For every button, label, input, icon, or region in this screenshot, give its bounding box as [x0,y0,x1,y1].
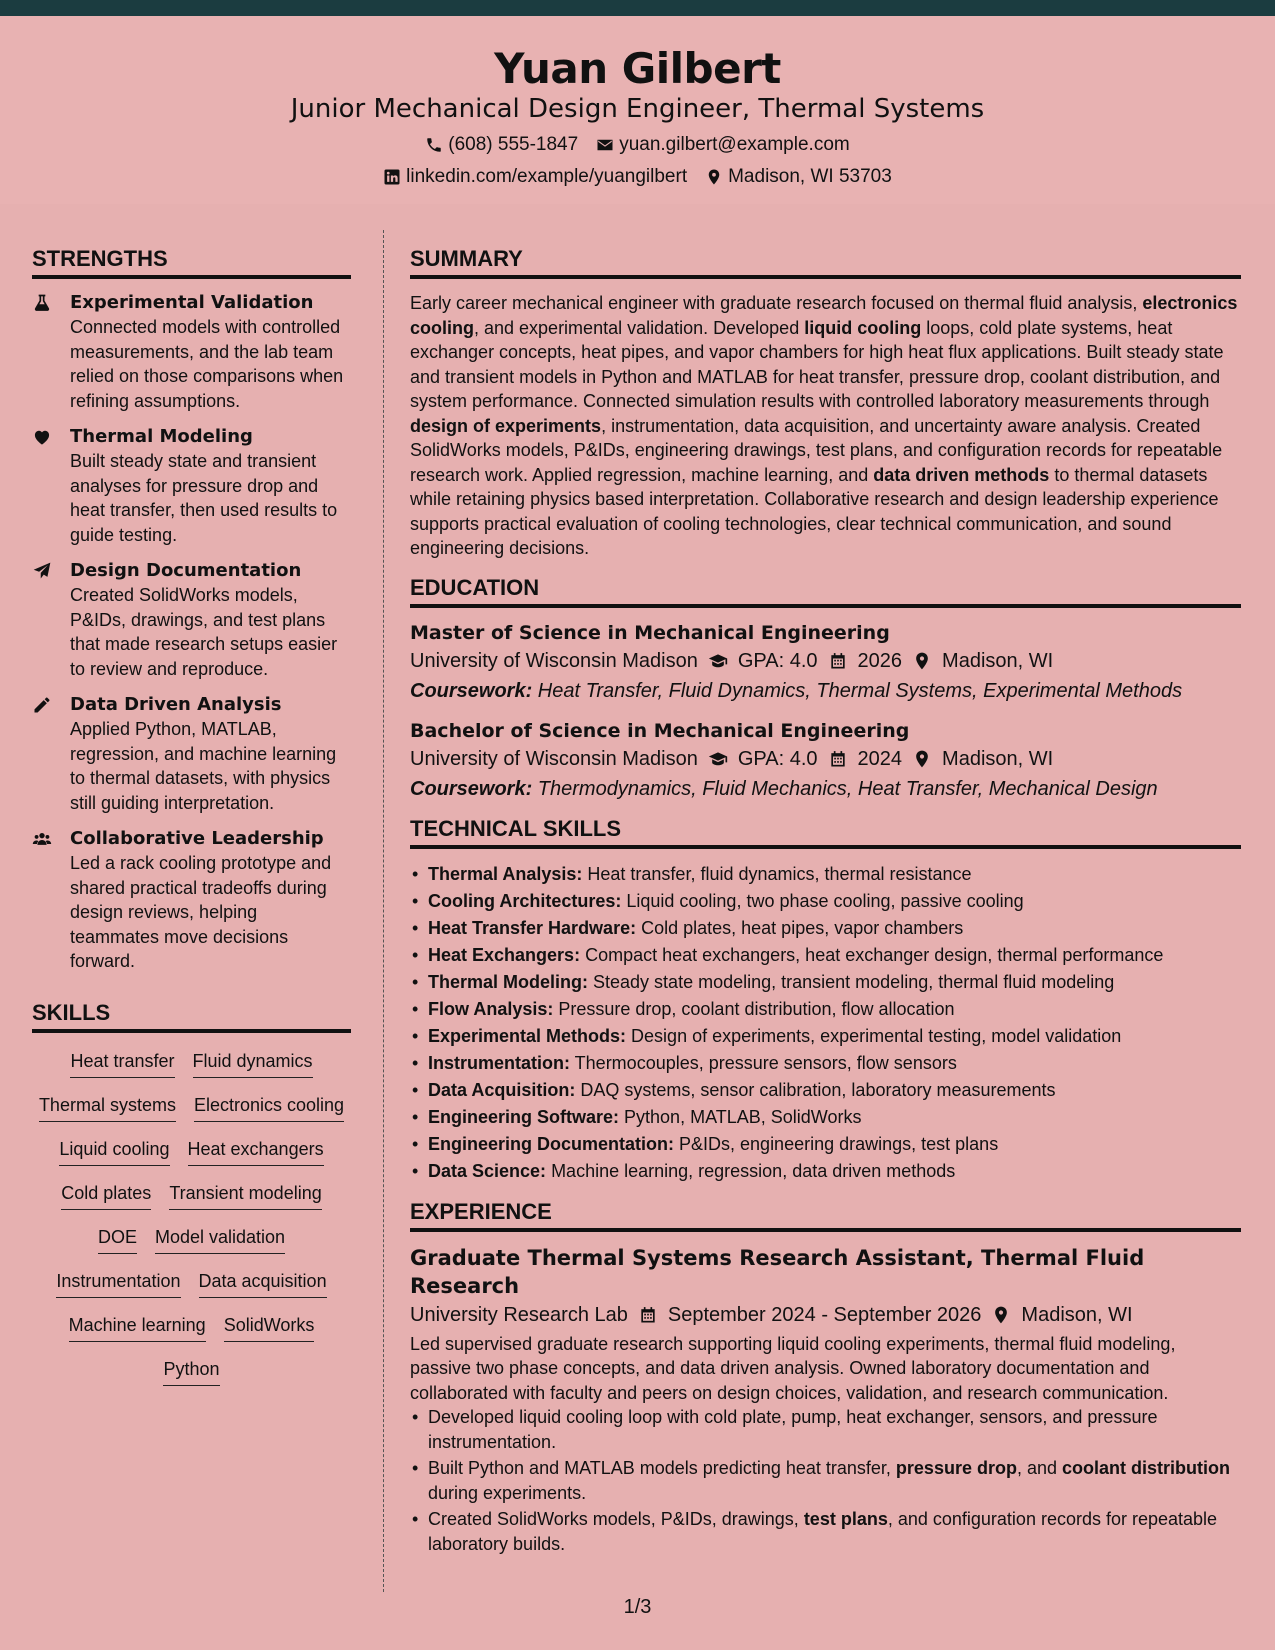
skill-tag: Fluid dynamics [193,1049,313,1078]
list-item: • Developed liquid cooling loop with cold plate, pump, heat exchanger, sensors, and pressure instrumentation. [410,1405,1241,1454]
list-item: • Heat Exchangers: Compact heat exchangers, heat exchanger design, thermal performance [410,942,1241,969]
left-column [32,246,351,1386]
strength-item [32,693,351,815]
linkedin-icon [383,168,401,186]
technical-skills-list [410,861,1241,1185]
technical-skills-heading: TECHNICAL SKILLS [410,816,1241,849]
map-pin-icon [705,168,723,186]
resume-header [0,16,1275,204]
skills-tag-cloud [32,1045,351,1386]
skill-tag: Python [163,1357,219,1386]
education-meta [410,744,1241,774]
skill-tag: Data acquisition [199,1269,327,1298]
education-heading: EDUCATION [410,575,1241,608]
heart-icon [32,427,52,447]
list-item: • Created SolidWorks models, P&IDs, drawings, test plans, and configuration records for repeatable laboratory builds. [410,1507,1241,1556]
job-dates: September 2024 - September 2026 [667,1303,982,1326]
strength-title: Design Documentation [70,560,302,581]
skill-tag: Instrumentation [56,1269,180,1298]
strength-title: Experimental Validation [70,292,314,313]
strength-desc: Created SolidWorks models, P&IDs, drawings, and test plans that made research setups easier to review and reproduce. [70,585,338,679]
strength-item [32,291,351,413]
education-location: Madison, WI [942,747,1054,770]
list-item: • Cooling Architectures: Liquid cooling, two phase cooling, passive cooling [410,888,1241,915]
strength-item [32,559,351,681]
skill-tag: Heat transfer [70,1049,174,1078]
skill-tag: Thermal systems [39,1093,176,1122]
job-bullets [410,1405,1241,1556]
coursework-line: Coursework: Thermodynamics, Fluid Mechanics, Heat Transfer, Mechanical Design [410,777,1158,800]
page-number: 1/3 [623,1596,652,1618]
skills-heading: SKILLS [32,1000,351,1033]
experience-heading: EXPERIENCE [410,1199,1241,1232]
summary-heading: SUMMARY [410,246,1241,279]
map-pin-icon [912,651,932,671]
degree-title: Master of Science in Mechanical Engineering [410,621,890,644]
list-item: • Engineering Software: Python, MATLAB, SolidWorks [410,1104,1241,1131]
list-item: • Heat Transfer Hardware: Cold plates, heat pipes, vapor chambers [410,915,1241,942]
skill-tag: DOE [98,1225,137,1254]
phone-contact[interactable] [425,134,578,156]
skill-tag: Heat exchangers [188,1137,324,1166]
graduation-year: 2026 [857,649,903,672]
strength-desc: Connected models with controlled measurements, and the lab team relied on those comparisons when refining assumptions. [70,317,344,411]
envelope-icon [596,136,614,154]
job-meta [410,1300,1241,1330]
list-item: • Built Python and MATLAB models predicting heat transfer, pressure drop, and coolant distribution during experiments. [410,1456,1241,1505]
phone-icon [425,136,443,154]
summary-text: Early career mechanical engineer with graduate research focused on thermal fluid analysis, electronics cooling, and experimental validation. Developed liquid cooling loops, cold plate systems, heat exchanger concepts, heat pipes, and vapor chambers for high heat flux applications. Built steady state and transient models in Python and MATLAB for heat transfer, pressure drop, coolant distribution, and system performance. Connected simulation results with controlled laboratory measurements through design of experiments, instrumentation, data acquisition, and uncertainty aware analysis. Created SolidWorks models, P&IDs, engineering drawings, test plans, and configuration records for repeatable research work. Applied regression, machine learning, and data driven methods to thermal datasets while retaining physics based interpretation. Collaborative research and design leadership experience supports practical evaluation of cooling technologies, clear technical communication, and sound engineering decisions. [410,293,1238,558]
skill-tag: Model validation [155,1225,285,1254]
list-item: • Experimental Methods: Design of experiments, experimental testing, model validation [410,1023,1241,1050]
flask-icon [32,293,52,313]
strength-title: Data Driven Analysis [70,694,282,715]
list-item: • Engineering Documentation: P&IDs, engineering drawings, test plans [410,1131,1241,1158]
list-item: • Flow Analysis: Pressure drop, coolant distribution, flow allocation [410,996,1241,1023]
strengths-heading: STRENGTHS [32,246,351,279]
calendar-icon [828,749,848,769]
strength-desc: Led a rack cooling prototype and shared practical tradeoffs during design reviews, helping teammates move decisions forward. [70,853,332,971]
strength-desc: Applied Python, MATLAB, regression, and machine learning to thermal datasets, with physics still guiding interpretation. [70,719,337,813]
calendar-icon [828,651,848,671]
map-pin-icon [991,1305,1011,1325]
education-entry [410,620,1241,706]
employer-name: University Research Lab [410,1303,628,1326]
graduation-cap-icon [708,749,728,769]
top-accent-bar [0,0,1275,16]
strength-desc: Built steady state and transient analyses for pressure drop and heat transfer, then used results to guide testing. [70,451,338,545]
email-contact[interactable] [596,134,850,156]
map-pin-icon [912,749,932,769]
candidate-name: Yuan Gilbert [494,44,781,93]
job-description: Led supervised graduate research supporting liquid cooling experiments, thermal fluid modeling, passive two phase concepts, and data driven analysis. Owned laboratory documentation and collaborated with faculty and peers on design choices, validation, and research communication. [410,1333,1176,1403]
list-item: • Instrumentation: Thermocouples, pressure sensors, flow sensors [410,1050,1241,1077]
contact-row-2 [0,166,1275,188]
list-item: • Thermal Modeling: Steady state modeling, transient modeling, thermal fluid modeling [410,969,1241,996]
calendar-icon [638,1305,658,1325]
paper-plane-icon [32,561,52,581]
list-item: • Thermal Analysis: Heat transfer, fluid dynamics, thermal resistance [410,861,1241,888]
skill-tag: Liquid cooling [59,1137,169,1166]
strength-title: Collaborative Leadership [70,828,324,849]
strength-item [32,827,351,974]
skill-tag: Transient modeling [169,1181,321,1210]
location-contact [705,166,892,188]
job-title: Graduate Thermal Systems Research Assistant, Thermal Fluid Research [410,1245,1145,1298]
graduation-cap-icon [708,651,728,671]
pencil-icon [32,695,52,715]
contact-row-1 [0,134,1275,156]
coursework-line: Coursework: Heat Transfer, Fluid Dynamics, Thermal Systems, Experimental Methods [410,679,1183,702]
degree-title: Bachelor of Science in Mechanical Engineering [410,719,910,742]
column-divider [383,230,384,1592]
skill-tag: Machine learning [69,1313,206,1342]
skill-tag: SolidWorks [224,1313,315,1342]
graduation-year: 2024 [857,747,903,770]
email-text: yuan.gilbert@example.com [619,134,850,155]
phone-text: (608) 555-1847 [448,134,579,155]
list-item: • Data Science: Machine learning, regression, data driven methods [410,1158,1241,1185]
gpa-text: GPA: 4.0 [737,649,818,672]
education-entry [410,718,1241,804]
candidate-headline: Junior Mechanical Design Engineer, Thermal Systems [290,94,985,124]
list-item: • Data Acquisition: DAQ systems, sensor calibration, laboratory measurements [410,1077,1241,1104]
linkedin-text: linkedin.com/example/yuangilbert [406,166,688,187]
skill-tag: Cold plates [61,1181,151,1210]
location-text: Madison, WI 53703 [728,166,892,187]
strength-item [32,425,351,547]
linkedin-contact[interactable] [383,166,687,188]
skill-tag: Electronics cooling [194,1093,344,1122]
right-column [410,246,1241,1558]
job-location: Madison, WI [1021,1303,1133,1326]
users-icon [32,829,52,849]
education-meta [410,646,1241,676]
school-name: University of Wisconsin Madison [410,649,698,672]
education-location: Madison, WI [942,649,1054,672]
strength-title: Thermal Modeling [70,426,253,447]
gpa-text: GPA: 4.0 [737,747,818,770]
school-name: University of Wisconsin Madison [410,747,698,770]
